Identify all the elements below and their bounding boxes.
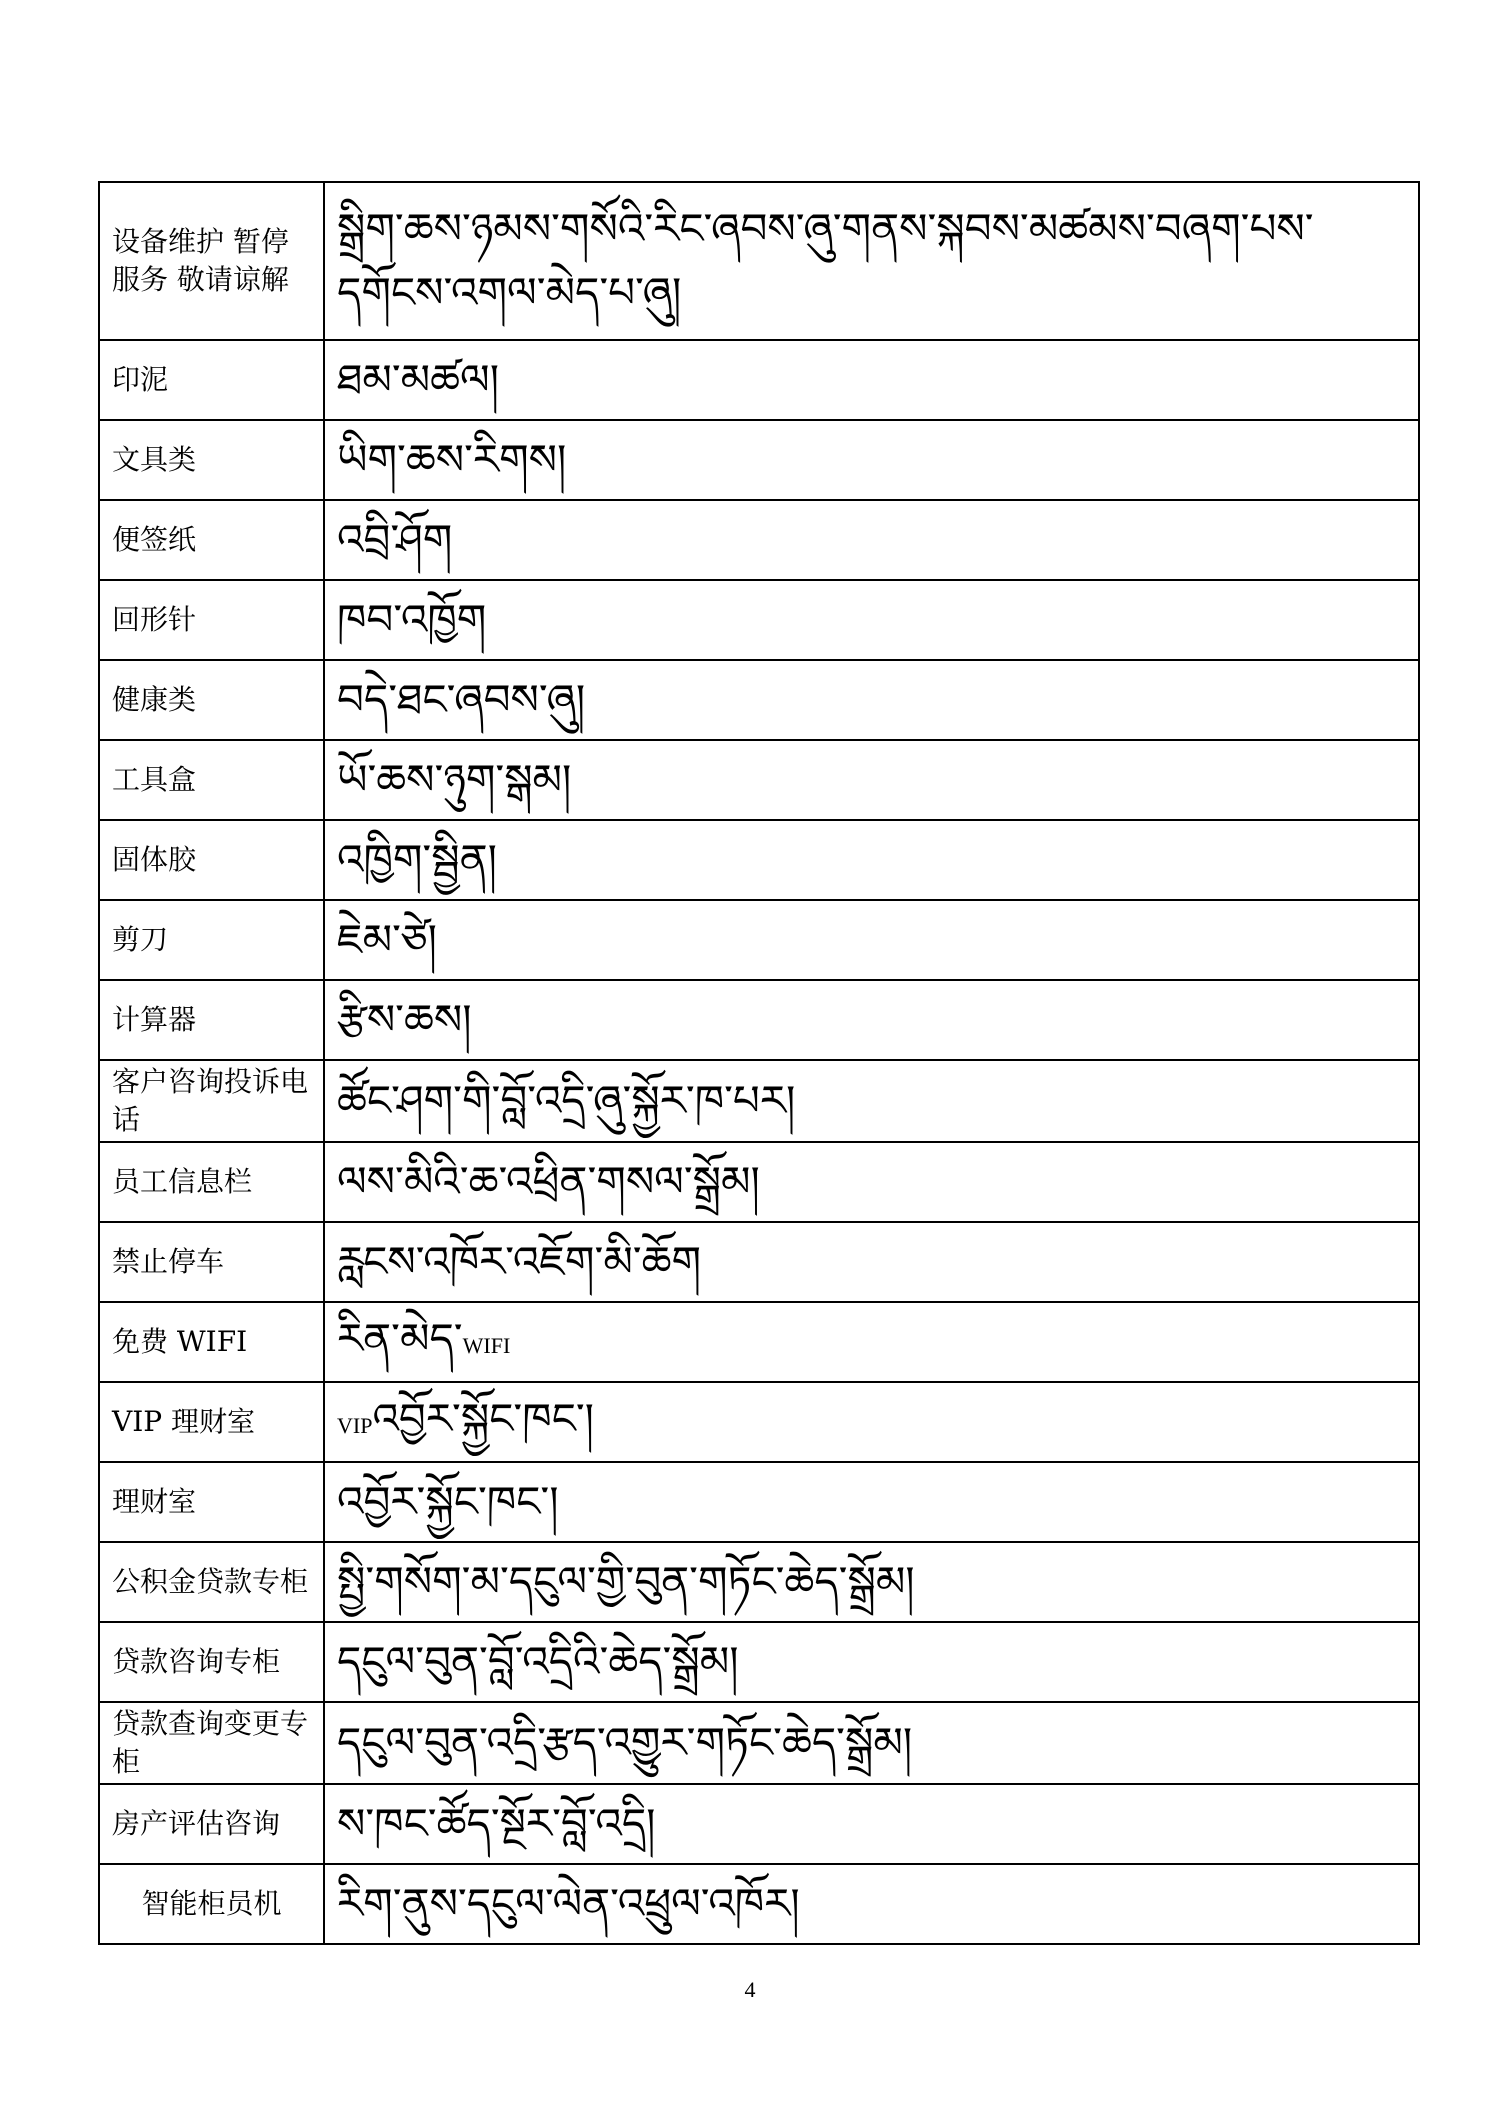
table-row [99,660,1419,740]
table-row [99,182,1419,340]
tibetan-translation: བདེ་ཐང་ཞབས་ཞུ། [324,660,1419,740]
tibetan-translation: ཐམ་མཚལ། [324,340,1419,420]
table-row [99,980,1419,1060]
tibetan-translation: ཡོ་ཆས་ཉུག་སྒམ། [324,740,1419,820]
chinese-term: 便签纸 [99,500,324,580]
tibetan-translation: ཚོང་ཤག་གི་བློ་འདྲི་ཞུ་སྐྱོར་ཁ་པར། [324,1060,1419,1142]
chinese-term: 工具盒 [99,740,324,820]
table-row [99,1222,1419,1302]
table-row [99,740,1419,820]
table-row [99,340,1419,420]
tibetan-translation: ཁབ་འཁྱོག [324,580,1419,660]
chinese-term: 理财室 [99,1462,324,1542]
tibetan-translation: འབྱོར་སྐྱོང་ཁང་། [324,1462,1419,1542]
tibetan-text: རིན་མེད་ [337,1313,463,1363]
page-number: 4 [744,1977,756,2002]
glossary-table [98,181,1420,1945]
table-row [99,1302,1419,1382]
chinese-term: 计算器 [99,980,324,1060]
tibetan-translation: རིག་ནུས་དངུལ་ལེན་འཕྲུལ་འཁོར། [324,1864,1419,1944]
table-row [99,1542,1419,1622]
tibetan-translation: ཇེམ་ཙེ། [324,900,1419,980]
chinese-term: 公积金贷款专柜 [99,1542,324,1622]
table-row [99,580,1419,660]
chinese-term: 禁止停车 [99,1222,324,1302]
chinese-term: 客户咨询投诉电话 [99,1060,324,1142]
tibetan-translation: ས་ཁང་ཚོད་སྔོར་བློ་འདྲི། [324,1784,1419,1864]
table-row [99,900,1419,980]
tibetan-translation: ལས་མིའི་ཆ་འཕྲིན་གསལ་སྒྲོམ། [324,1142,1419,1222]
table-row [99,1382,1419,1462]
table-row [99,1462,1419,1542]
table-row [99,500,1419,580]
tibetan-translation [324,1382,1419,1462]
chinese-term: 设备维护 暂停服务 敬请谅解 [99,182,324,340]
table-row [99,1702,1419,1784]
chinese-term: VIP 理财室 [99,1382,324,1462]
table-row [99,1142,1419,1222]
chinese-term: 回形针 [99,580,324,660]
vip-label: VIP [337,1412,373,1438]
tibetan-translation: འཁྱིག་སྦྱིན། [324,820,1419,900]
tibetan-translation: འབྲི་ཤོག [324,500,1419,580]
tibetan-translation: དངུལ་བུན་འདྲི་རྩད་འགྱུར་གཏོང་ཆེད་སྒྲོམ། [324,1702,1419,1784]
table-row [99,1060,1419,1142]
chinese-term: 贷款查询变更专柜 [99,1702,324,1784]
chinese-term: 印泥 [99,340,324,420]
tibetan-translation: དངུལ་བུན་བློ་འདྲིའི་ཆེད་སྒྲོམ། [324,1622,1419,1702]
chinese-term: 智能柜员机 [99,1864,324,1944]
chinese-term: 免费 WIFI [99,1302,324,1382]
table-row [99,1864,1419,1944]
table-row [99,820,1419,900]
table-row [99,1784,1419,1864]
table-row [99,420,1419,500]
chinese-term: 文具类 [99,420,324,500]
chinese-term: 房产评估咨询 [99,1784,324,1864]
tibetan-translation: རྩིས་ཆས། [324,980,1419,1060]
tibetan-translation: རླངས་འཁོར་འཇོག་མི་ཆོག [324,1222,1419,1302]
tibetan-translation: ཡིག་ཆས་རིགས། [324,420,1419,500]
chinese-term: 剪刀 [99,900,324,980]
chinese-term: 贷款咨询专柜 [99,1622,324,1702]
chinese-term: 健康类 [99,660,324,740]
tibetan-translation: སྒྲིག་ཆས་ཉམས་གསོའི་རིང་ཞབས་ཞུ་གནས་སྐབས་མཚམས་བཞག་པས་དགོངས་འགལ་མེད་པ་ཞུ། [324,182,1419,340]
chinese-term: 固体胶 [99,820,324,900]
wifi-label: WIFI [462,1332,511,1358]
chinese-term: 员工信息栏 [99,1142,324,1222]
table-row [99,1622,1419,1702]
tibetan-translation: སྤྱི་གསོག་མ་དངུལ་གྱི་བུན་གཏོང་ཆེད་སྒྲོམ། [324,1542,1419,1622]
tibetan-text: འབྱོར་སྐྱོང་ཁང་། [372,1393,595,1443]
tibetan-translation [324,1302,1419,1382]
